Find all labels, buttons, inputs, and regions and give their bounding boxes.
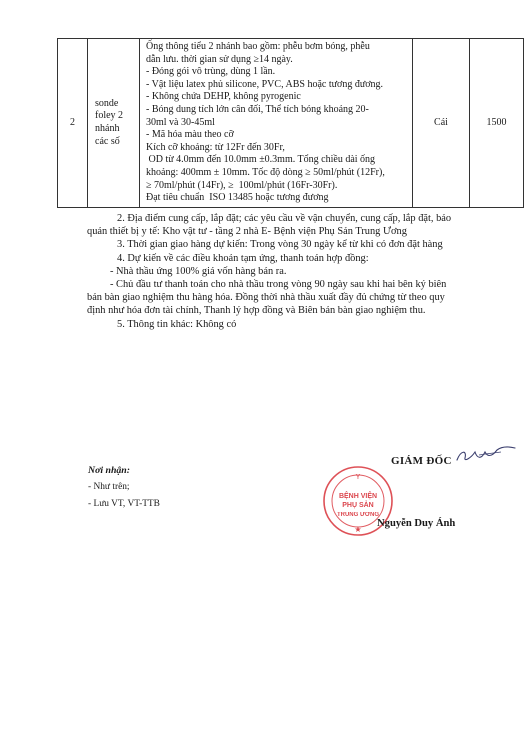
stamp-line: PHỤ SẢN xyxy=(342,502,374,509)
stamp-line: BỆNH VIỆN xyxy=(338,493,378,500)
spec-line: - Bóng dung tích lớn cân đối, Thể tích bóng khoảng 20- xyxy=(146,103,369,115)
row-number: 2 xyxy=(58,39,88,208)
signer-position: GIÁM ĐỐC xyxy=(391,455,452,467)
clause-4-b-cont: định như hóa đơn tài chính, Thanh lý hợp đồng và Biên bản bàn giao nghiệm thu. xyxy=(87,305,426,317)
clause-4-b: - Chủ đầu tư thanh toán cho nhà thầu trong vòng 90 ngày sau khi hai bên ký biên xyxy=(110,279,447,291)
svg-text:★: ★ xyxy=(354,525,362,534)
spec-line: - Mã hóa màu theo cỡ xyxy=(146,129,234,141)
spec-line: OD từ 4.0mm đến 10.0mm ±0.3mm. Tổng chiều dài ống xyxy=(146,154,376,166)
spec-line: - Đóng gói vô trùng, dùng 1 lần. xyxy=(146,66,276,78)
recipient-item: - Lưu VT, VT-TTB xyxy=(88,499,160,509)
table-row xyxy=(58,39,524,208)
spec-line: Đạt tiêu chuẩn ISO 13485 hoặc tương đương xyxy=(146,192,329,204)
recipient-item: - Như trên; xyxy=(88,482,130,492)
item-specification xyxy=(140,39,413,208)
clause-4: 4. Dự kiến về các điều khoản tạm ứng, thanh toán hợp đồng: xyxy=(117,252,369,264)
spec-line: ≥ 70ml/phút (14Fr), ≥ 100ml/phút (16Fr-30Fr). xyxy=(146,179,338,191)
stamp-line: TRUNG ƯƠNG xyxy=(336,512,380,518)
spec-line: 30ml và 30-45ml xyxy=(146,116,215,128)
spec-line: - Không chứa DEHP, không pyrogenic xyxy=(146,91,301,103)
item-name-line: các số xyxy=(95,135,120,147)
recipients-block xyxy=(88,462,160,513)
unit-cell: Cái xyxy=(413,39,470,208)
item-name-line: sonde xyxy=(95,97,119,109)
spec-line: khoảng: 400mm ± 10mm. Tốc độ dòng ≥ 50ml/phút (12Fr), xyxy=(146,166,385,178)
clause-2: 2. Địa điểm cung cấp, lắp đặt; các yêu cầu về vận chuyển, cung cấp, lắp đặt, bảo xyxy=(117,213,452,224)
clause-4-b-cont: bản bàn giao nghiệm thu hàng hóa. Đồng thời nhà thầu xuất đầy đủ chứng từ theo quy xyxy=(87,292,445,304)
svg-text:Y: Y xyxy=(355,474,361,481)
clause-5: 5. Thông tin khác: Không có xyxy=(117,318,237,330)
terms-section xyxy=(87,212,507,331)
spec-line: Ống thông tiểu 2 nhánh bao gồm: phễu bơm bóng, phễu xyxy=(146,41,370,52)
clause-3: 3. Thời gian giao hàng dự kiến: Trong vòng 30 ngày kể từ khi có đơn đặt hàng xyxy=(117,239,443,251)
handwritten-signature xyxy=(455,442,517,468)
clause-2-cont: quản thiết bị y tế: Kho vật tư - tầng 2 nhà E- Bệnh viện Phụ Sản Trung Ương xyxy=(87,226,407,238)
signer-name: Nguyễn Duy Ánh xyxy=(377,518,456,529)
spec-line: dẫn lưu. thời gian sử dụng ≥14 ngày. xyxy=(146,53,293,65)
quantity-cell: 1500 xyxy=(470,39,524,208)
item-name xyxy=(88,39,140,208)
spec-line: - Vật liệu latex phủ silicone, PVC, ABS hoặc tương đương. xyxy=(146,78,384,90)
item-name-line: foley 2 xyxy=(95,110,124,122)
spec-line: Kích cỡ khoảng: từ 12Fr đến 30Fr, xyxy=(146,141,285,153)
clause-4-a: - Nhà thầu ứng 100% giá vốn hàng bán ra. xyxy=(110,265,287,277)
recipients-title: Nơi nhận: xyxy=(88,465,131,476)
items-table xyxy=(57,38,524,208)
item-name-line: nhánh xyxy=(95,123,120,134)
